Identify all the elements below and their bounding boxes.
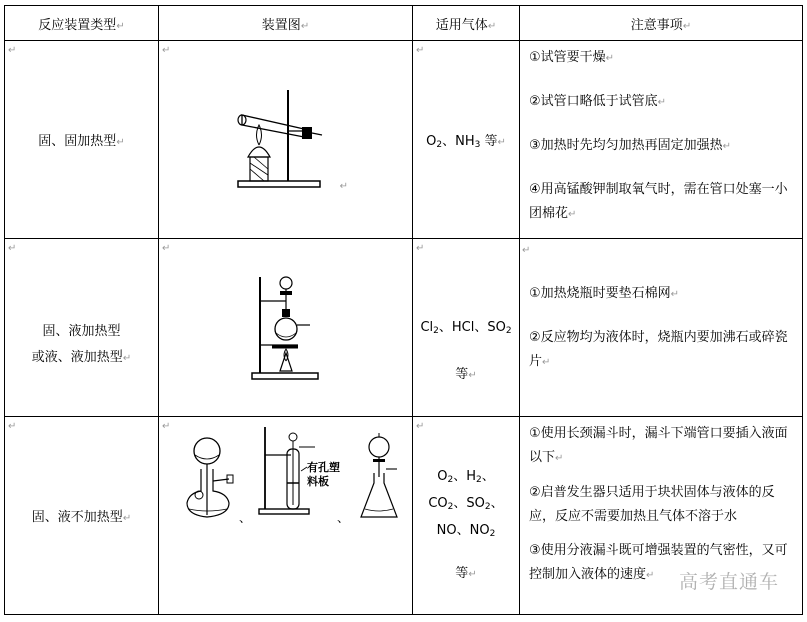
gases-text-line2: $CO_2$、$SO_2$、 <box>428 495 504 512</box>
note-item: ③使用分液漏斗既可增强装置的气密性，又可控制加入液体的速度↵ <box>529 543 788 582</box>
note-item: ④用高锰酸钾制取氧气时，需在管口处塞一小团棉花↵ <box>529 182 788 221</box>
type-text-line2: 或液、液加热型↵ <box>31 350 132 365</box>
note-item: ①试管要干燥↵ <box>529 50 615 65</box>
gases-cell: ↵ $O_2$、$H_2$、 $CO_2$、$SO_2$、 NO、$NO_2$ 等↵ <box>413 417 520 615</box>
gases-text-line1: $O_2$、$H_2$、 <box>437 468 495 485</box>
gases-cell: ↵ $Cl_2$、HCl、$SO_2$ 等↵ <box>413 239 520 417</box>
apparatus-cell: ↵ 、 有孔塑料板 、 <box>159 417 413 615</box>
notes-cell: ↵ ①加热烧瓶时要垫石棉网↵ ②反应物均为液体时，烧瓶内要加沸石或碎瓷片↵ <box>520 239 803 417</box>
note-item: ②反应物均为液体时，烧瓶内要加沸石或碎瓷片↵ <box>529 330 788 369</box>
note-item: ③加热时先均匀加热再固定加强热↵ <box>529 138 732 153</box>
notes-cell <box>520 41 803 239</box>
type-text: 固、固加热型 <box>38 134 117 149</box>
table-row <box>5 239 803 417</box>
type-cell: ↵ 固、液不加热型↵ <box>5 417 159 615</box>
solid-heating-apparatus-diagram <box>226 85 346 195</box>
header-gases: 适用气体↵ <box>413 6 520 41</box>
header-notes: 注意事项↵ <box>520 6 803 41</box>
watermark: 高考直通车 <box>678 571 779 593</box>
gases-cell: ↵ $O_2$、$NH_3$ 等↵ <box>413 41 520 239</box>
note-item: ②启普发生器只适用于块状固体与液体的反应，反应不需要加热且气体不溶于水 <box>529 485 775 524</box>
type-text: 固、液不加热型 <box>31 510 123 525</box>
lab-apparatus-table <box>4 5 803 615</box>
note-item: ①加热烧瓶时要垫石棉网↵ <box>529 286 680 301</box>
gases-text-line2: 等↵ <box>455 366 477 382</box>
table-row <box>5 41 803 239</box>
porous-plate-label: 有孔塑料板 <box>307 461 340 488</box>
separatory-funnel-flask-diagram <box>357 433 401 523</box>
note-item: ①使用长颈漏斗时，漏斗下端管口要插入液面以下↵ <box>529 426 788 465</box>
liquid-heating-apparatus-diagram <box>246 273 326 383</box>
note-item: ②试管口略低于试管底↵ <box>529 94 667 109</box>
apparatus-cell: ↵ ↵ <box>159 41 413 239</box>
header-apparatus: 装置图↵ <box>159 6 413 41</box>
gases-text-line1: $Cl_2$、HCl、$SO_2$ <box>420 319 512 336</box>
kipp-generator-diagram <box>175 433 245 523</box>
gases-text-line4: 等↵ <box>455 565 477 581</box>
type-text-line1: 固、液加热型 <box>42 324 121 339</box>
type-cell: ↵ 固、液加热型 或液、液加热型↵ <box>5 239 159 417</box>
gases-text-line3: NO、$NO_2$ <box>436 522 496 539</box>
header-type: 反应装置类型↵ <box>5 6 159 41</box>
header-row <box>5 6 803 41</box>
gases-text: $O_2$、$NH_3$ 等 <box>426 133 498 150</box>
apparatus-cell: ↵ <box>159 239 413 417</box>
type-cell: ↵ 固、固加热型↵ <box>5 41 159 239</box>
